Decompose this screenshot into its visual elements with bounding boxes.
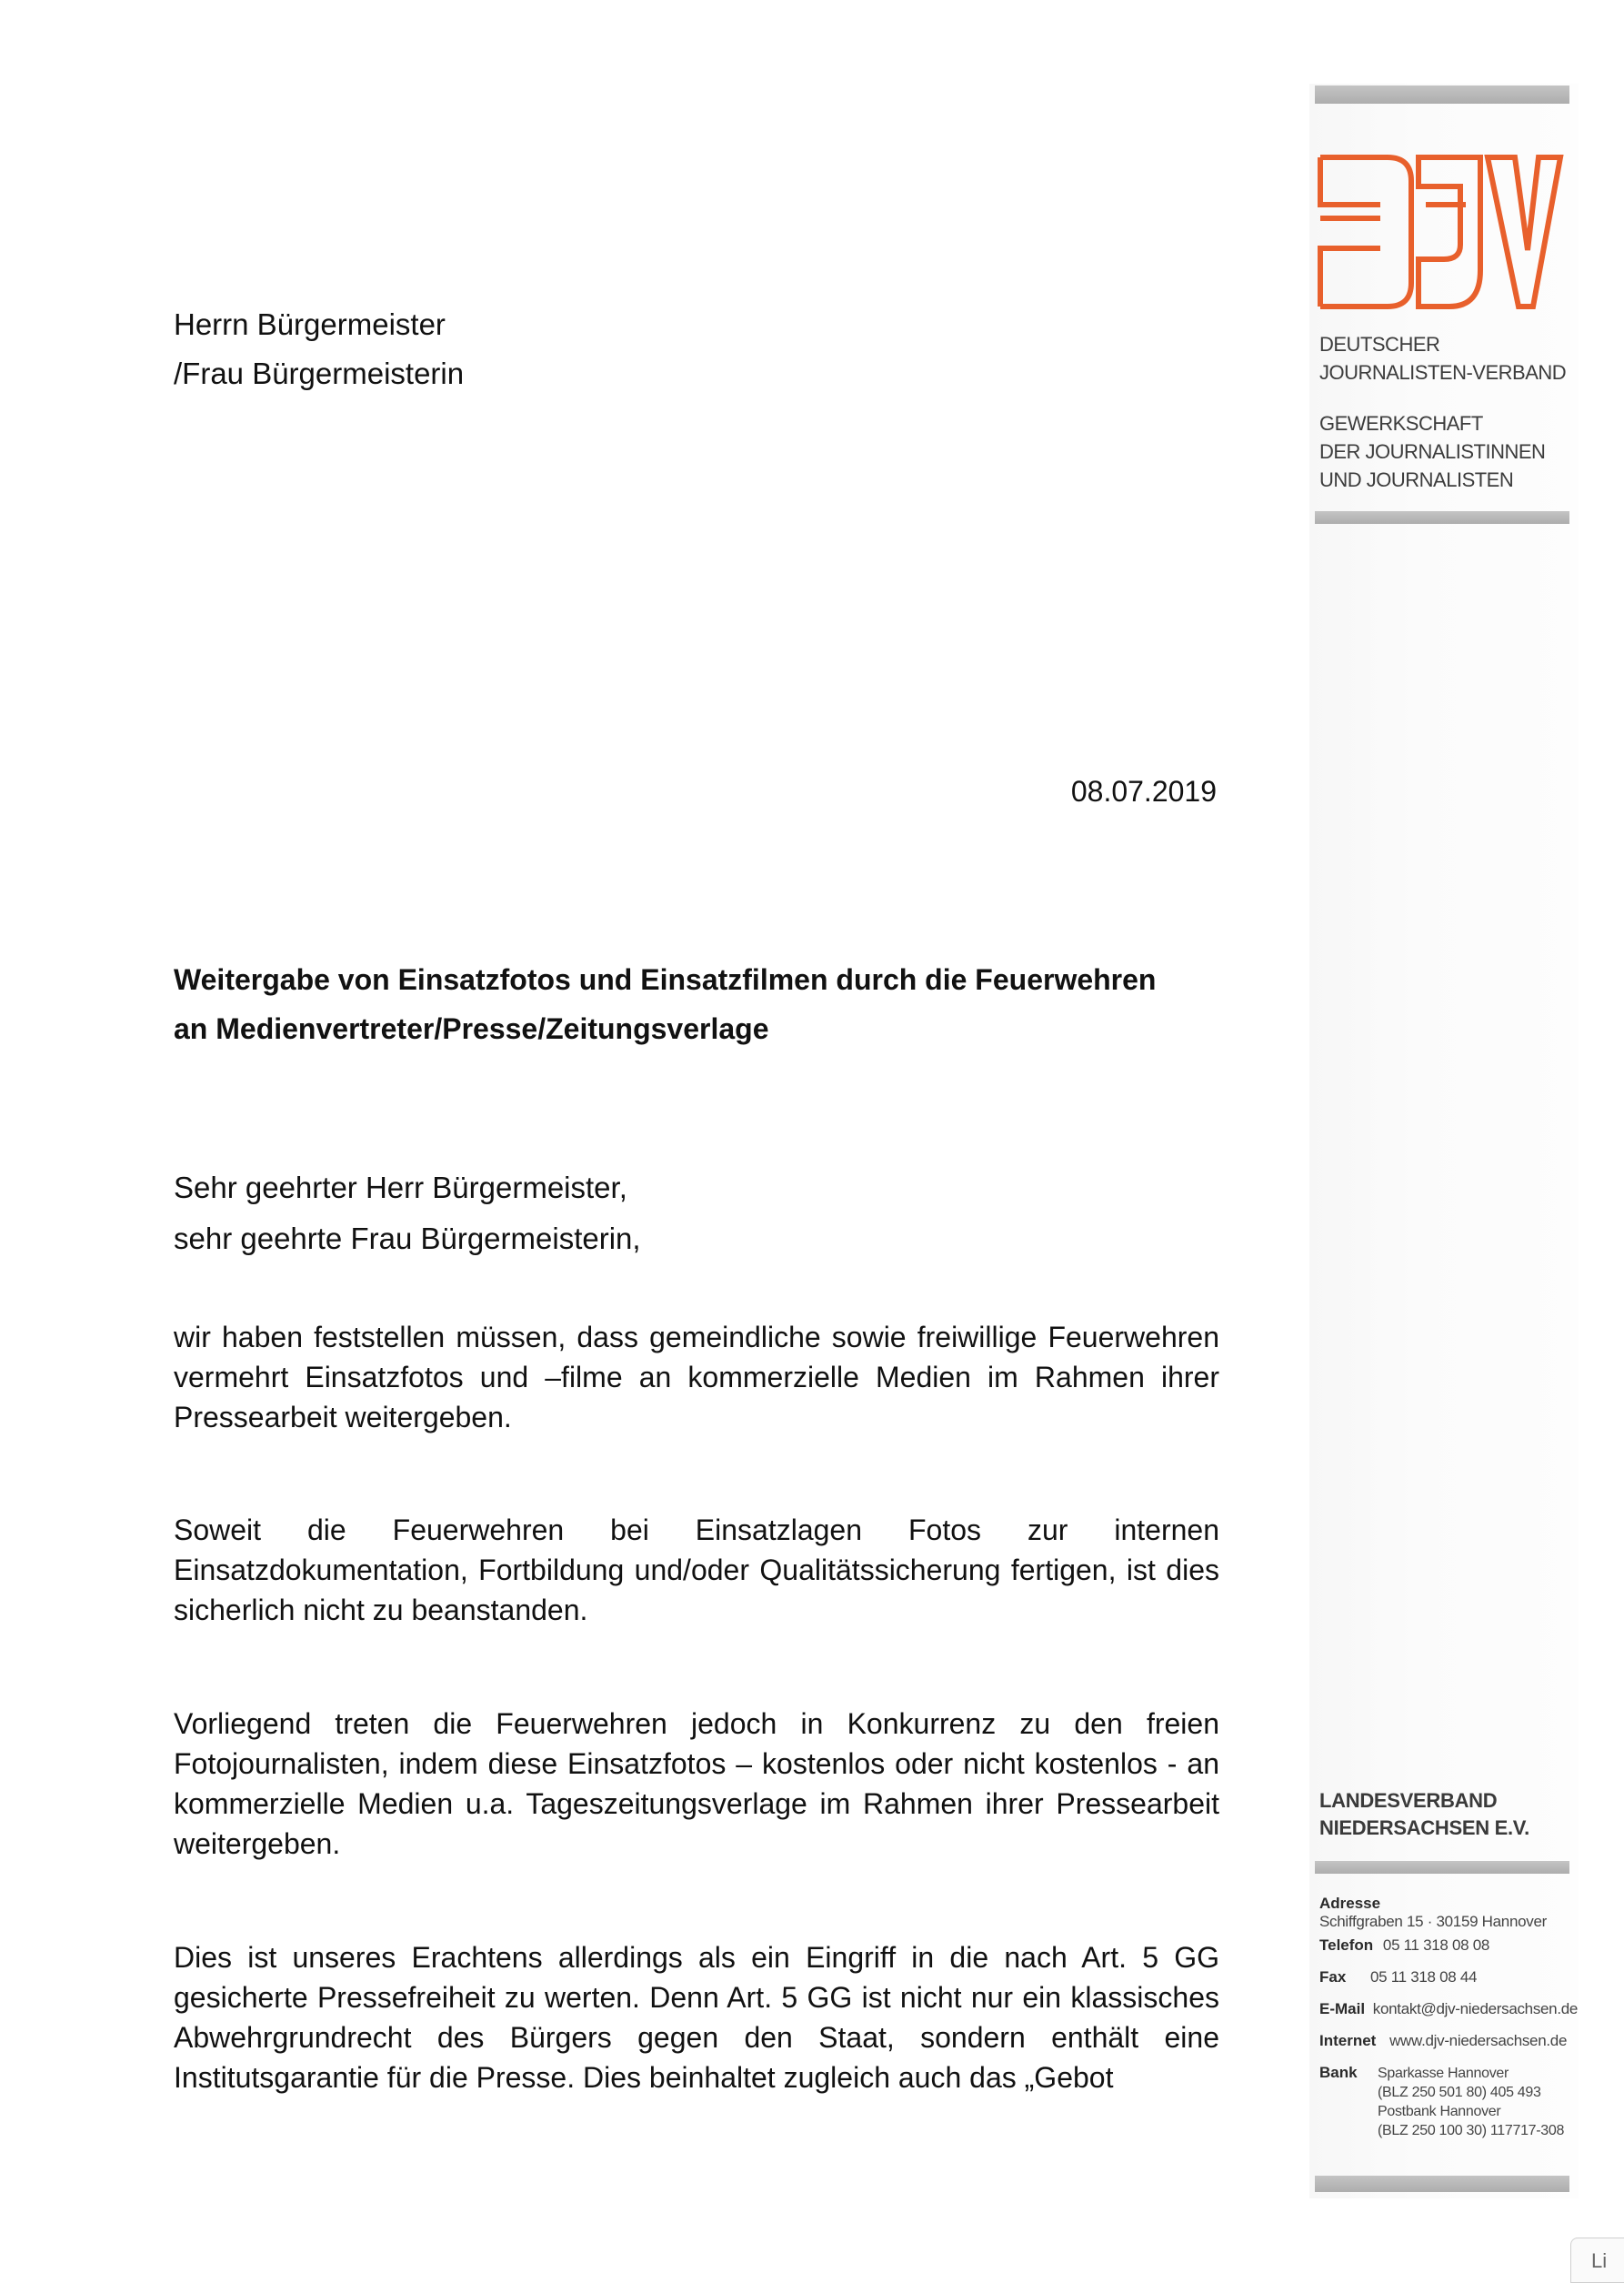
org-name-line-2: JOURNALISTEN-VERBAND	[1319, 361, 1567, 384]
body-paragraph-4: Dies ist unseres Erachtens allerdings als ein Eingriff in die nach Art. 5 GG gesicherte Pressefreiheit zu werten. Denn Art. 5 GG ist nicht nur ein klassisches Abwehrgrundrecht des Bürgers gegen den Staat, sondern enthält eine Institutsgarantie für die Presse. Dies beinhaltet zugleich auch das „Gebot	[174, 1941, 1219, 2094]
body-paragraph-2: Soweit die Feuerwehren bei Einsatzlagen Fotos zur internen Einsatzdokumentation, Fortbildung und/oder Qualitätssicherung fertigen, ist dies sicherlich nicht zu beanstanden.	[174, 1514, 1219, 1626]
letterhead-sidebar	[1309, 84, 1579, 2198]
subject-line	[174, 955, 1228, 1053]
union-name	[1319, 409, 1545, 494]
bank-line-3: Postbank Hannover	[1378, 2104, 1501, 2119]
sidebar-divider-top	[1315, 85, 1569, 104]
bank-details	[1378, 2064, 1565, 2138]
salutation	[174, 1162, 641, 1264]
phone-label: Telefon	[1319, 1936, 1374, 1954]
contact-fax	[1319, 1968, 1579, 2000]
contact-phone	[1319, 1936, 1579, 1968]
recipient-line-2: /Frau Bürgermeisterin	[174, 357, 465, 390]
body-paragraph-1: wir haben feststellen müssen, dass gemeindliche sowie freiwillige Feuerwehren vermehrt Einsatzfotos und –filme an kommerzielle Medien im Rahmen ihrer Pressearbeit weitergeben.	[174, 1321, 1219, 1433]
contact-bank	[1319, 2064, 1579, 2138]
address-label: Adresse	[1319, 1895, 1381, 1912]
body-paragraph-3: Vorliegend treten die Feuerwehren jedoch in Konkurrenz zu den freien Fotojournalisten, indem diese Einsatzfotos – kostenlos oder nicht kostenlos - an kommerzielle Medien u.a. Tageszeitungsverlage im Rahmen ihrer Pressearbeit weitergeben.	[174, 1707, 1219, 1860]
sidebar-divider-bottom	[1315, 2176, 1569, 2192]
address-value: Schiffgraben 15 · 30159 Hannover	[1319, 1913, 1547, 1930]
web-label: Internet	[1319, 2032, 1377, 2049]
branch-name-line-2: NIEDERSACHSEN E.V.	[1319, 1816, 1529, 1839]
salutation-line-2: sehr geehrte Frau Bürgermeisterin,	[174, 1222, 641, 1255]
org-name	[1319, 330, 1566, 387]
fax-value: 05 11 318 08 44	[1370, 1968, 1478, 1986]
bank-label: Bank	[1319, 2064, 1358, 2081]
djv-logo-icon	[1317, 150, 1564, 314]
bank-line-2: (BLZ 250 501 80) 405 493	[1378, 2085, 1541, 2100]
sidebar-divider-middle	[1315, 511, 1569, 524]
phone-value: 05 11 318 08 08	[1382, 1936, 1490, 1954]
recipient-address	[174, 300, 464, 398]
contact-block	[1319, 1895, 1579, 2138]
contact-website	[1319, 2032, 1579, 2064]
bank-line-1: Sparkasse Hannover	[1378, 2066, 1509, 2081]
contact-address	[1319, 1895, 1579, 1936]
branch-name-line-1: LANDESVERBAND	[1319, 1789, 1498, 1812]
contact-email	[1319, 2000, 1579, 2032]
recipient-line-1: Herrn Bürgermeister	[174, 307, 446, 341]
union-name-line-1: GEWERKSCHAFT	[1319, 412, 1483, 435]
website-link[interactable]: www.djv-niedersachsen.de	[1389, 2032, 1568, 2049]
sidebar-divider-lower	[1315, 1861, 1569, 1874]
email-label: E-Mail	[1319, 2000, 1366, 2017]
letter-date: 08.07.2019	[1070, 775, 1217, 808]
salutation-line-1: Sehr geehrter Herr Bürgermeister,	[174, 1171, 627, 1204]
branch-name	[1319, 1787, 1529, 1842]
corner-tab[interactable]: Li	[1570, 2238, 1624, 2283]
subject-line-2: an Medienvertreter/Presse/Zeitungsverlage	[174, 1012, 769, 1045]
org-name-line-1: DEUTSCHER	[1319, 333, 1440, 356]
union-name-line-3: UND JOURNALISTEN	[1319, 468, 1514, 491]
bank-line-4: (BLZ 250 100 30) 117717-308	[1378, 2123, 1565, 2138]
fax-label: Fax	[1319, 1968, 1347, 1986]
subject-line-1: Weitergabe von Einsatzfotos und Einsatzfilmen durch die Feuerwehren	[174, 963, 1157, 996]
email-link[interactable]: kontakt@djv-niedersachsen.de	[1372, 2000, 1579, 2017]
union-name-line-2: DER JOURNALISTINNEN	[1319, 440, 1546, 463]
